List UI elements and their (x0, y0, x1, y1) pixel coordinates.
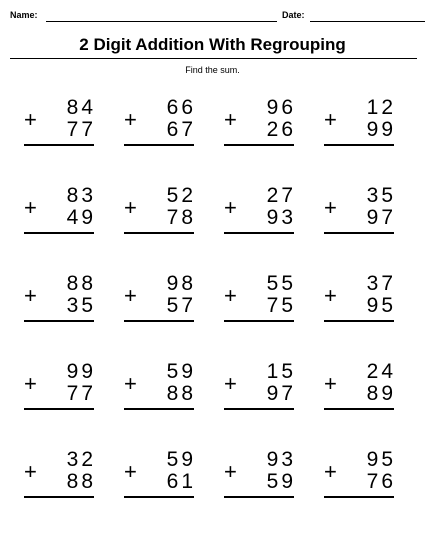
top-addend: 15 (266, 360, 296, 383)
top-addend: 59 (166, 448, 196, 471)
plus-sign: + (224, 459, 237, 484)
answer-line (24, 144, 94, 146)
addition-problem (318, 185, 418, 273)
date-line[interactable] (310, 21, 425, 22)
addition-problem (318, 273, 418, 361)
top-addend: 27 (266, 184, 296, 207)
plus-sign: + (24, 283, 37, 308)
top-addend: 84 (66, 96, 96, 119)
addition-problem (118, 185, 218, 273)
addition-problem (18, 97, 118, 185)
answer-line (124, 496, 194, 498)
addition-problem (218, 97, 318, 185)
name-label: Name: (10, 10, 38, 20)
bottom-addend: 93 (266, 206, 296, 229)
date-label: Date: (282, 10, 305, 20)
addition-problem (18, 449, 118, 537)
top-addend: 52 (166, 184, 196, 207)
top-addend: 32 (66, 448, 96, 471)
addition-problem (218, 185, 318, 273)
problem-grid (18, 97, 418, 537)
bottom-addend: 59 (266, 470, 296, 493)
top-addend: 37 (366, 272, 396, 295)
bottom-addend: 95 (366, 294, 396, 317)
name-line[interactable] (46, 21, 277, 22)
plus-sign: + (124, 107, 137, 132)
worksheet-header (10, 10, 418, 24)
top-addend: 12 (366, 96, 396, 119)
answer-line (124, 144, 194, 146)
bottom-addend: 99 (366, 118, 396, 141)
answer-line (324, 320, 394, 322)
top-addend: 24 (366, 360, 396, 383)
top-addend: 98 (166, 272, 196, 295)
top-addend: 88 (66, 272, 96, 295)
bottom-addend: 77 (66, 118, 96, 141)
top-addend: 95 (366, 448, 396, 471)
answer-line (324, 144, 394, 146)
bottom-addend: 61 (166, 470, 196, 493)
plus-sign: + (224, 371, 237, 396)
top-addend: 99 (66, 360, 96, 383)
bottom-addend: 67 (166, 118, 196, 141)
plus-sign: + (24, 107, 37, 132)
plus-sign: + (224, 195, 237, 220)
plus-sign: + (124, 283, 137, 308)
addition-problem (218, 361, 318, 449)
worksheet-title: 2 Digit Addition With Regrouping (79, 35, 346, 54)
answer-line (324, 496, 394, 498)
bottom-addend: 75 (266, 294, 296, 317)
answer-line (224, 408, 294, 410)
answer-line (24, 232, 94, 234)
bottom-addend: 78 (166, 206, 196, 229)
bottom-addend: 49 (66, 206, 96, 229)
answer-line (224, 232, 294, 234)
top-addend: 59 (166, 360, 196, 383)
top-addend: 66 (166, 96, 196, 119)
plus-sign: + (324, 107, 337, 132)
instructions: Find the sum. (185, 65, 240, 75)
bottom-addend: 88 (66, 470, 96, 493)
addition-problem (118, 97, 218, 185)
answer-line (224, 320, 294, 322)
answer-line (124, 232, 194, 234)
answer-line (124, 408, 194, 410)
bottom-addend: 89 (366, 382, 396, 405)
answer-line (224, 496, 294, 498)
addition-problem (318, 361, 418, 449)
plus-sign: + (24, 459, 37, 484)
bottom-addend: 97 (366, 206, 396, 229)
addition-problem (18, 273, 118, 361)
answer-line (124, 320, 194, 322)
title-rule (10, 58, 417, 59)
addition-problem (18, 185, 118, 273)
plus-sign: + (324, 283, 337, 308)
addition-problem (318, 449, 418, 537)
bottom-addend: 57 (166, 294, 196, 317)
plus-sign: + (124, 195, 137, 220)
plus-sign: + (324, 195, 337, 220)
addition-problem (118, 449, 218, 537)
answer-line (324, 232, 394, 234)
addition-problem (118, 361, 218, 449)
plus-sign: + (24, 195, 37, 220)
bottom-addend: 35 (66, 294, 96, 317)
bottom-addend: 76 (366, 470, 396, 493)
plus-sign: + (224, 283, 237, 308)
addition-problem (118, 273, 218, 361)
top-addend: 96 (266, 96, 296, 119)
bottom-addend: 97 (266, 382, 296, 405)
addition-problem (18, 361, 118, 449)
bottom-addend: 77 (66, 382, 96, 405)
top-addend: 83 (66, 184, 96, 207)
top-addend: 55 (266, 272, 296, 295)
plus-sign: + (124, 371, 137, 396)
answer-line (24, 408, 94, 410)
bottom-addend: 88 (166, 382, 196, 405)
addition-problem (218, 273, 318, 361)
addition-problem (218, 449, 318, 537)
answer-line (24, 496, 94, 498)
answer-line (24, 320, 94, 322)
answer-line (224, 144, 294, 146)
plus-sign: + (324, 459, 337, 484)
plus-sign: + (224, 107, 237, 132)
addition-problem (318, 97, 418, 185)
plus-sign: + (324, 371, 337, 396)
top-addend: 35 (366, 184, 396, 207)
plus-sign: + (124, 459, 137, 484)
plus-sign: + (24, 371, 37, 396)
top-addend: 93 (266, 448, 296, 471)
answer-line (324, 408, 394, 410)
bottom-addend: 26 (266, 118, 296, 141)
